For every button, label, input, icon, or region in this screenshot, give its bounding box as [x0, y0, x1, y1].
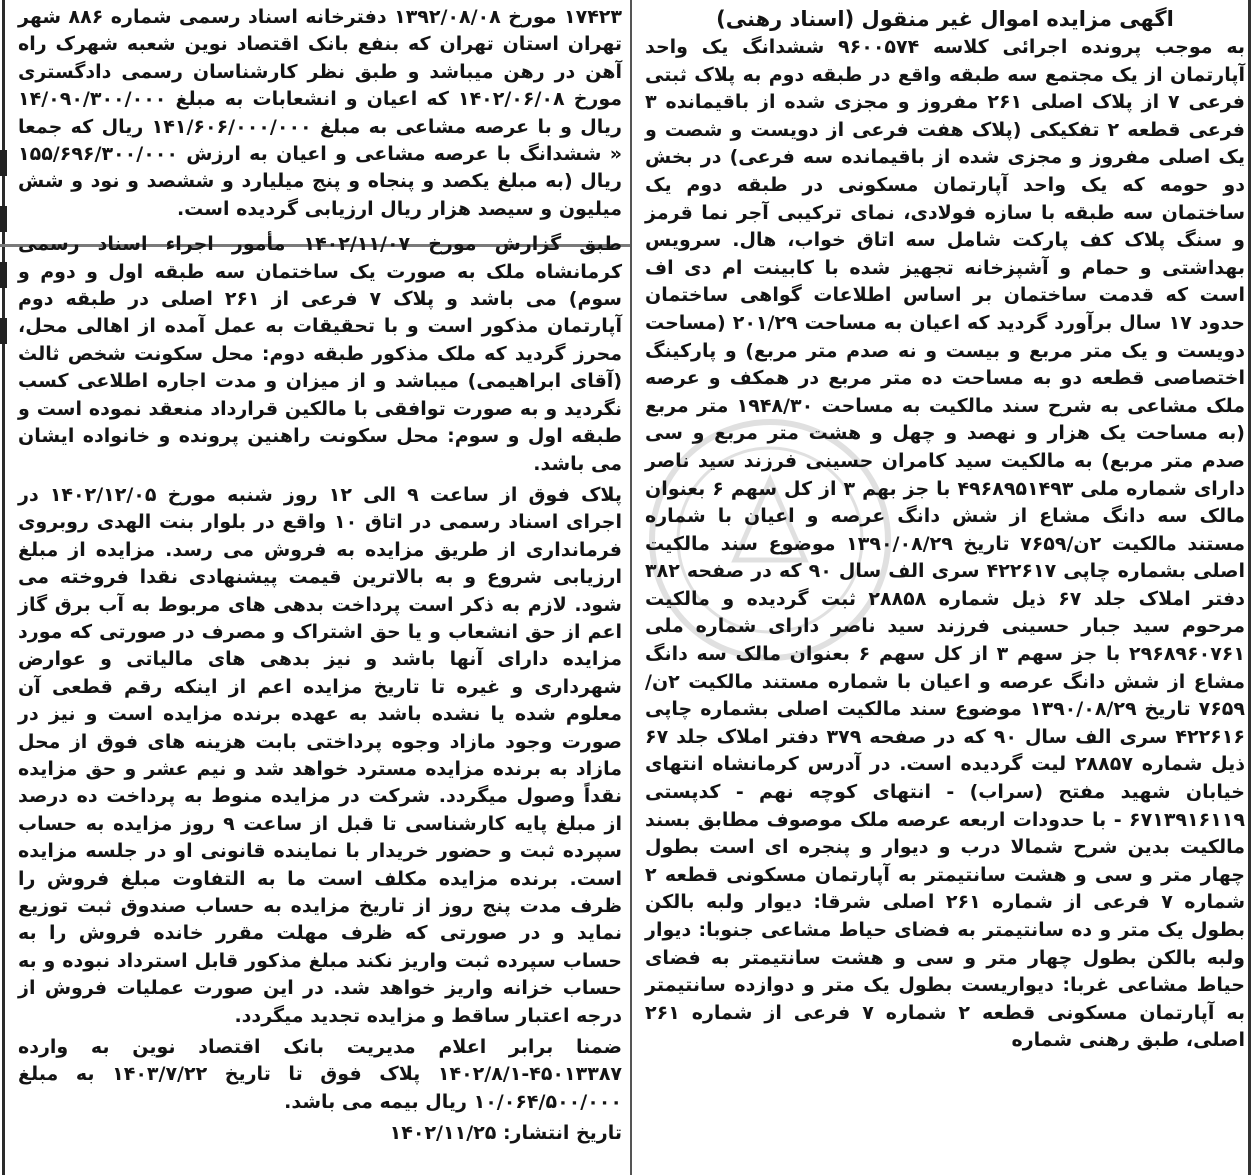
auction-terms-paragraph: پلاک فوق از ساعت ۹ الی ۱۲ روز شنبه مورخ ۱۴۰۲/۱۲/۰۵ در اجرای اسناد رسمی در اتاق ۱۰ واقع در بلوار بنت الهدی روبروی فرمانداری از طریق مزایده به فروش می رسد. مزایده از مبلغ ارزیابی شروع و به بالاترین قیمت پیشنهادی نقدا فروخته می شود. لازم به ذکر است پرداخت بدهی های مربوط به آب برق گاز اعم از حق انشعاب و یا حق اشتراک و مصرف در صورتی که مورد مزایده دارای آنها باشد و نیز بدهی های مالیاتی و عوارض شهرداری و غیره تا تاریخ مزایده اعم از اینکه رقم قطعی آن معلوم شده یا نشده باشد به عهده برنده مزایده است و نیز در صورت وجود مازاد وجوه پرداختی بابت هزینه های فوق از محل مازاد به برنده مزایده مسترد خواهد شد و نیم عشر و حق مزایده نقداً وصول میگردد. شرکت در مزایده منوط به پرداخت ده درصد از مبلغ پایه کارشناسی تا قبل از ساعت ۹ روز مزایده به حساب سپرده ثبت و حضور خریدار با نماینده قانونی او در جلسه مزایده است. برنده مزایده مکلف است ما به التفاوت مبلغ فروش را ظرف مدت پنج روز از تاریخ مزایده به حساب صندوق ثبت توزیع نماید و در صورتی که ظرف مهلت مقرر خانده فروش را به حساب سپرده ثبت واریز نکند مبلغ مذکور قابل استرداد نبوده و به حساب خزانه واریز خواهد شد. در این صورت عملیات فروش از درجه اعتبار ساقط و مزایده تجدید میگردد. — [18, 483, 622, 1027]
inspection-report-paragraph: طبق گزارش مورخ ۱۴۰۲/۱۱/۰۷ مأمور اجراء اسناد رسمی کرمانشاه ملک به صورت یک ساختمان سه طبقه اول و دوم و سوم) می باشد و پلاک ۷ فرعی از ۲۶۱ اصلی در طبقه دوم آپارتمان مذکور است و با تحقیقات به عمل آمده از اهالی محل، محرز گردید که ملک مذکور طبقه دوم: محل سکونت شخص ثالث (آقای ابراهیمی) میباشد و از میزان و مدت اجاره اطلاعی کسب نگردید و به صورت توافقی با مالکین قرارداد منعقد نموده است و طبقه اول و سوم: محل سکونت راهنین پرونده و خانواده ایشان می باشد. — [18, 233, 622, 475]
valuation-paragraph: ۱۷۴۲۳ مورخ ۱۳۹۲/۰۸/۰۸ دفترخانه اسناد رسمی شماره ۸۸۶ شهر تهران استان تهران که بنفع بانک اقتصاد نوین شعبه شهرک راه آهن در رهن میباشد و طبق نظر کارشناسان رسمی دادگستری مورخ ۱۴۰۲/۰۶/۰۸ که اعیان و انشعابات به مبلغ ۱۴/۰۹۰/۳۰۰/۰۰۰ ریال و با عرصه مشاعی به مبلغ ۱۴۱/۶۰۶/۰۰۰/۰۰۰ ریال که جمعا « ششدانگ با عرصه مشاعی و اعیان به ارزش ۱۵۵/۶۹۶/۳۰۰/۰۰۰ ریال (به مبلغ یکصد و پنجاه و پنج میلیارد و ششصد و نود و شش میلیون و سیصد هزار ریال ارزیابی گردیده است. — [18, 6, 622, 220]
property-description: به موجب پرونده اجرائی کلاسه ۹۶۰۰۵۷۴ ششدانگ یک واحد آپارتمان از یک مجتمع سه طبقه واقع در طبقه دوم به پلاک ثبتی فرعی ۷ از پلاک اصلی ۲۶۱ مفروز و مجزی شده از باقیمانده ۳ فرعی قطعه ۲ تفکیکی (پلاک هفت فرعی از دویست و شصت و یک اصلی مفروز و مجزی شده از باقیمانده سه فرعی) در بخش دو حومه که یک واحد آپارتمان مسکونی در طبقه دوم یک ساختمان سه طبقه با سازه فولادی، نمای ترکیبی آجر نما قرمز و سنگ پلاک کف پارکت شامل سه اتاق خواب، هال. سرویس بهداشتی و حمام و آشپزخانه تجهیز شده با کابینت ام دی اف است که قدمت ساختمان بر اساس اطلاعات گواهی ساختمان حدود ۱۷ سال برآورد گردید که اعیان به مساحت ۲۰۱/۲۹ (مساحت دویست و یک متر مربع و بیست و نه صدم متر مربع) و پارکینگ اختصاصی قطعه دو به مساحت ده متر مربع در همکف و عرصه ملک مشاعی به شرح سند مالکیت به مساحت ۱۹۴۸/۳۰ متر مربع (به مساحت یک هزار و نهصد و چهل و هشت متر مربع و سی صدم متر مربع) به مالکیت سید کامران حسینی فرزند سید ناصر دارای شماره ملی ۴۹۶۸۹۵۱۴۹۳ با جز بهم ۳ از کل سهم ۶ بعنوان مالک سه دانگ مشاع از شش دانگ عرصه و اعیان با شماره مستند مالکیت ۲ن/۷۶۵۹ تاریخ ۱۳۹۰/۰۸/۲۹ موضوع سند مالکیت اصلی بشماره چاپی ۴۲۲۶۱۷ سری الف سال ۹۰ که در صفحه ۳۸۲ دفتر املاک جلد ۶۷ ذیل شماره ۲۸۸۵۸ ثبت گردیده و مالکیت مرحوم سید جبار حسینی فرزند سید ناصر دارای شماره ملی ۲۹۶۸۹۶۰۷۶۱ با جز سهم ۳ از کل سهم ۶ بعنوان مالک سه دانگ مشاع از شش دانگ عرصه و اعیان با شماره مستند مالکیت ۲ن/۷۶۵۹ تاریخ ۱۳۹۰/۰۸/۲۹ موضوع سند مالکیت اصلی بشماره چاپی ۴۲۲۶۱۶ سری الف سال ۹۰ که در صفحه ۳۷۹ دفتر املاک جلد ۶۷ ذیل شماره ۲۸۸۵۷ لیت گردیده است. در آدرس کرمانشاه انتهای خیابان شهید مفتح (سراب) - انتهای کوچه نهم - کدپستی ۶۷۱۳۹۱۶۱۱۹ - با حدودات اربعه عرصه ملک موصوف مطابق بسند مالکیت بدین شرح شمالا درب و دیوار و پنجره ای است بطول چهار متر و سی و هشت سانتیمتر به آپارتمان مسکونی قطعه ۲ شماره ۷ فرعی از شماره ۲۶۱ اصلی شرقا: دیوار ولبه بالکن بطول یک متر و ده سانتیمتر به فضای حیاط مشاعی جنوبا: دیوار ولبه بالکن بطول چهار متر و سی و هشت سانتیمتر به فضای حیاط مشاعی غربا: دیواریست بطول یک متر و دوازده سانتیمتر به آپارتمان مسکونی قطعه ۲ شماره ۷ فرعی از شماره ۲۶۱ اصلی، طبق رهنی شماره — [645, 36, 1246, 1052]
left-column — [18, 4, 622, 1148]
left-edge-marks — [0, 150, 12, 374]
right-column — [645, 4, 1245, 1055]
column-divider — [630, 0, 632, 1175]
insurance-paragraph: ضمنا برابر اعلام مدیریت بانک اقتصاد نوین به وارده ۴۵۰۱۳۳۸۷-۱۴۰۲/۸/۱ پلاک فوق تا تاریخ ۱۴۰۳/۷/۲۲ به مبلغ ۱۰/۰۶۴/۵۰۰/۰۰۰ ریال بیمه می باشد. — [18, 1036, 623, 1113]
publication-date: تاریخ انتشار: ۱۴۰۲/۱۱/۲۵ — [389, 1122, 622, 1145]
notice-title: اگهی مزایده اموال غیر منقول (اسناد رهنی) — [716, 7, 1174, 31]
